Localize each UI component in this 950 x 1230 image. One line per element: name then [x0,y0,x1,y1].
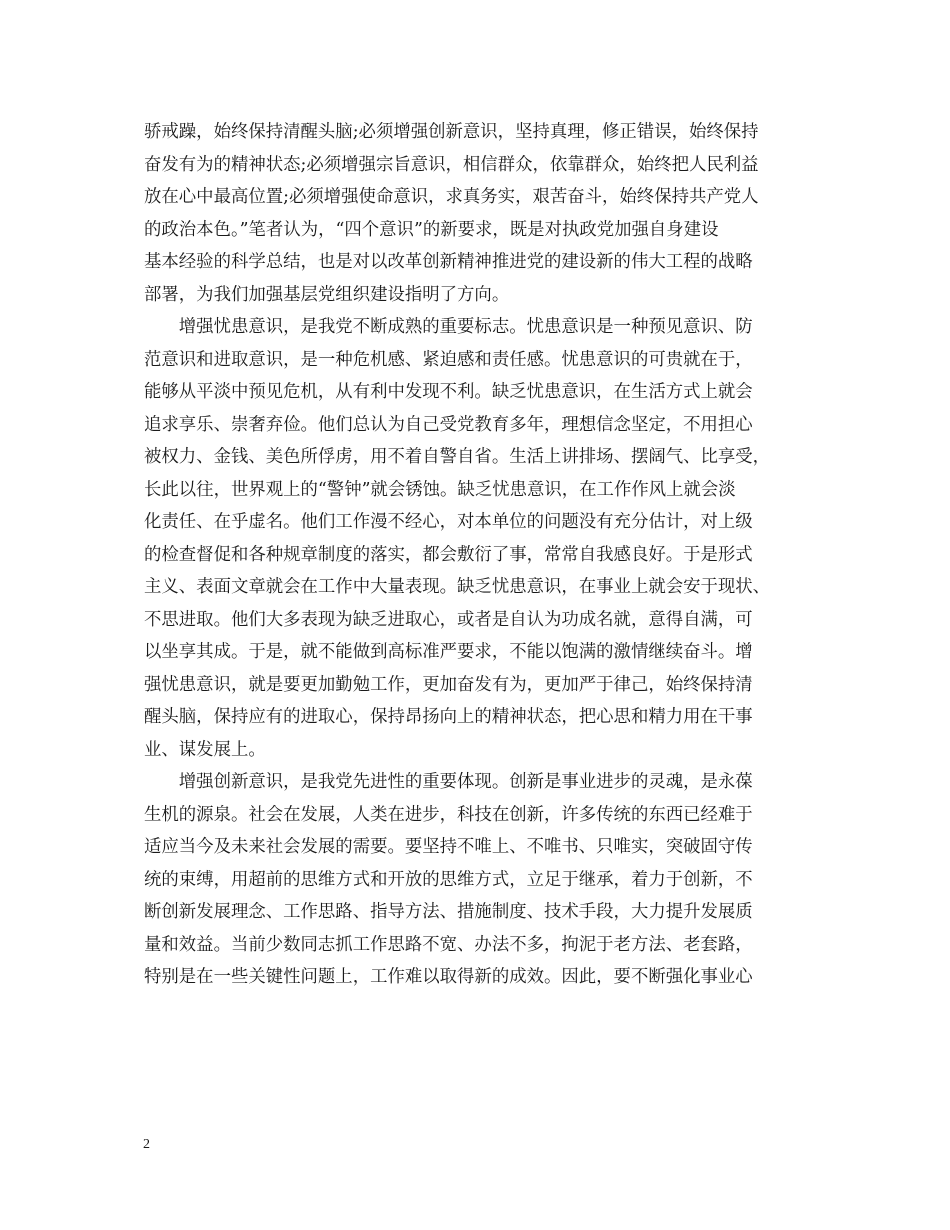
text-line: 化责任、在乎虚名。他们工作漫不经心，对本单位的问题没有充分估计，对上级 [144,512,753,532]
text-line: 基本经验的科学总结，也是对以改革创新精神推进党的建设新的伟大工程的战略 [144,252,753,272]
text-line: 醒头脑，保持应有的进取心，保持昂扬向上的精神状态，把心思和精力用在干事 [144,707,753,727]
text-line: 增强忧患意识，是我党不断成熟的重要标志。忧患意识是一种预见意识、防 [144,317,753,337]
text-line: 奋发有为的精神状态;必须增强宗旨意识，相信群众，依靠群众，始终把人民利益 [144,154,759,175]
text-line: 的检查督促和各种规章制度的落实，都会敷衍了事，常常自我感良好。于是形式 [144,544,753,565]
text-line: 以坐享其成。于是，就不能做到高标准严要求，不能以饱满的激情继续奋斗。增 [144,642,753,662]
text-line: 长此以往，世界观上的“警钟”就会锈蚀。缺乏忧患意识，在工作作风上就会淡 [144,479,736,500]
text-line: 的政治本色。”笔者认为，“四个意识”的新要求，既是对执政党加强自身建设 [144,219,719,240]
text-line: 生机的源泉。社会在发展，人类在进步，科技在创新，许多传统的东西已经难于 [144,804,753,825]
text-line: 断创新发展理念、工作思路、指导方法、措施制度、技术手段，大力提升发展质 [144,902,753,922]
text-line: 适应当今及未来社会发展的需要。要坚持不唯上、不唯书、只唯实，突破固守传 [144,837,753,857]
text-line: 特别是在一些关键性问题上，工作难以取得新的成效。因此，要不断强化事业心 [144,967,753,987]
text-line: 范意识和进取意识，是一种危机感、紧迫感和责任感。忧患意识的可贵就在于， [144,349,753,370]
text-line: 统的束缚，用超前的思维方式和开放的思维方式，立足于继承，着力于创新，不 [144,869,753,890]
text-line: 量和效益。当前少数同志抓工作思路不宽、办法不多，拘泥于老方法、老套路， [144,934,753,955]
text-line: 强忧患意识，就是要更加勤勉工作，更加奋发有为，更加严于律己，始终保持清 [144,674,753,695]
text-line: 能够从平淡中预见危机，从有利中发现不利。缺乏忧患意识，在生活方式上就会 [144,382,753,402]
text-line: 增强创新意识，是我党先进性的重要体现。创新是事业进步的灵魂，是永葆 [144,772,753,792]
text-line: 放在心中最高位置;必须增强使命意识，求真务实，艰苦奋斗，始终保持共产党人 [144,187,759,207]
text-line: 不思进取。他们大多表现为缺乏进取心，或者是自认为功成名就，意得自满，可 [144,609,753,630]
page-number: 2 [143,1137,150,1152]
text-line: 被权力、金钱、美色所俘虏，用不着自警自省。生活上讲排场、摆阔气、比享受， [144,447,771,467]
body-text [144,116,814,994]
text-line: 追求享乐、崇奢弃俭。他们总认为自己受党教育多年，理想信念坚定，不用担心 [144,414,753,435]
text-line: 主义、表面文章就会在工作中大量表现。缺乏忧患意识，在事业上就会安于现状、 [144,577,771,597]
text-line: 业、谋发展上。 [144,739,266,760]
text-line: 部署，为我们加强基层党组织建设指明了方向。 [144,284,510,305]
text-line: 骄戒躁，始终保持清醒头脑;必须增强创新意识，坚持真理，修正错误，始终保持 [144,122,759,142]
